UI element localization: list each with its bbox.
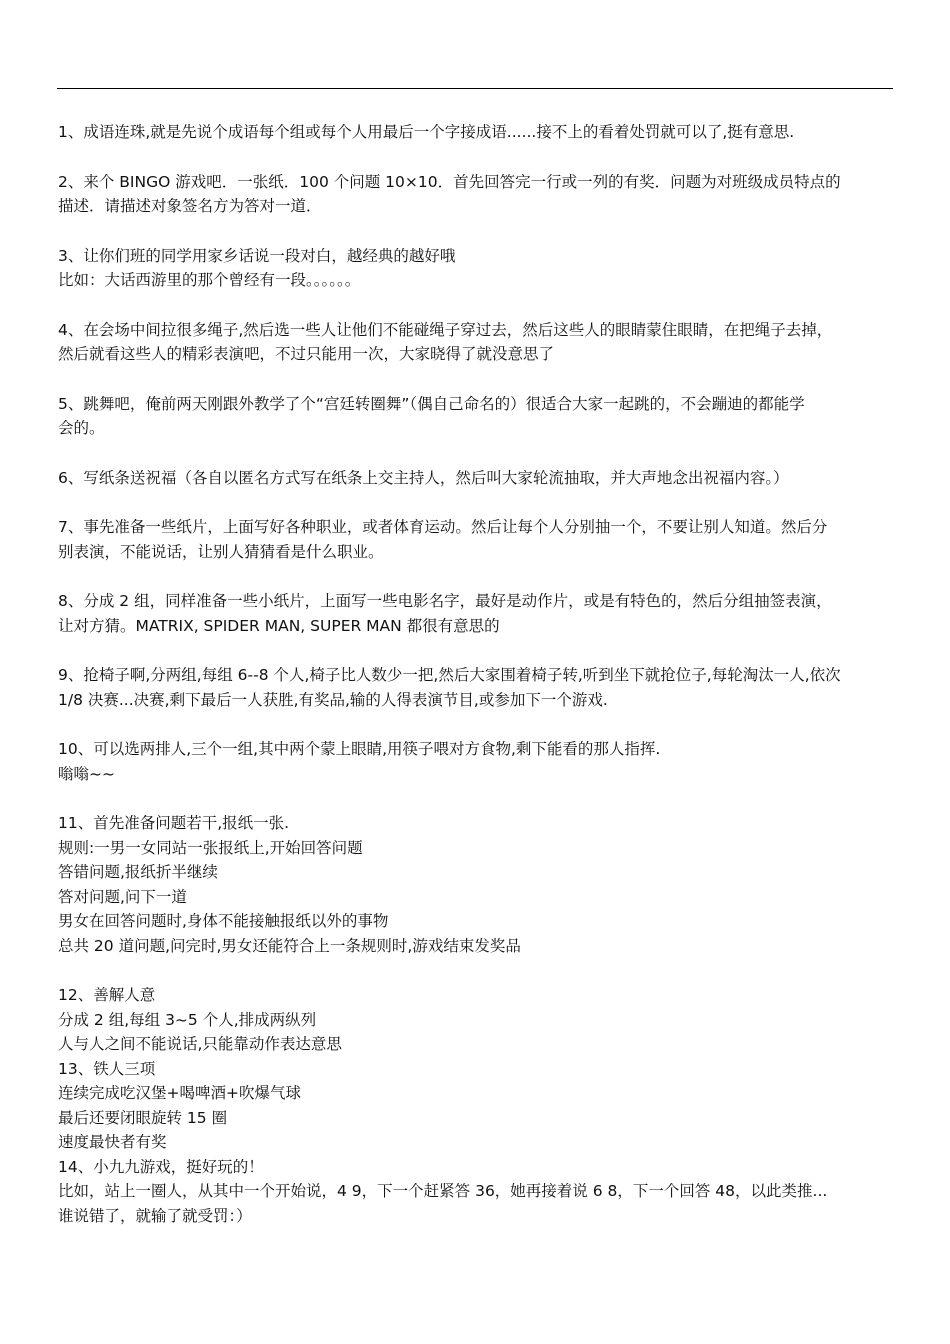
text-line: 14、小九九游戏，挺好玩的！ (58, 1157, 264, 1176)
text-line: 男女在回答问题时,身体不能接触报纸以外的事物 (58, 912, 389, 930)
text-line: 分成 2 组,每组 3~5 个人,排成两纵列 (58, 1010, 317, 1029)
text-line: 人与人之间不能说话,只能靠动作表达意思 (58, 1035, 342, 1053)
text-line: 6、写纸条送祝福（各自以匿名方式写在纸条上交主持人，然后叫大家轮流抽取，并大声地念出祝福内容。） (58, 468, 789, 487)
text-line: 会的。 (58, 419, 105, 437)
text-line: 答对问题,问下一道 (58, 887, 187, 906)
text-line: 4、在会场中间拉很多绳子,然后选一些人让他们不能碰绳子穿过去，然后这些人的眼睛蒙住眼睛，在把绳子去掉， (58, 320, 833, 339)
text-line: 速度最快者有奖 (58, 1133, 167, 1151)
game-item (58, 589, 896, 638)
text-line: 最后还要闭眼旋转 15 圈 (58, 1108, 228, 1127)
text-line: 谁说错了，就输了就受罚：） (58, 1206, 252, 1225)
game-item (58, 170, 896, 219)
text-line: 10、可以选两排人,三个一组,其中两个蒙上眼睛,用筷子喂对方食物,剩下能看的那人指挥. (58, 740, 661, 758)
text-line: 5、跳舞吧，俺前两天刚跟外教学了个“宫廷转圈舞”（偶自己命名的）很适合大家一起跳的，不会蹦迪的都能学 (58, 394, 805, 413)
game-item (58, 120, 896, 145)
text-line: 让对方猜。MATRIX, SPIDER MAN, SUPER MAN 都很有意思的 (58, 616, 500, 635)
game-item (58, 737, 896, 786)
game-item (58, 244, 896, 293)
game-item (58, 466, 896, 491)
text-line: 2、来个 BINGO 游戏吧．一张纸．100 个问题 10×10．首先回答完一行或一列的有奖．问题为对班级成员特点的 (58, 172, 841, 191)
text-line: 比如，站上一圈人，从其中一个开始说，4 9，下一个赶紧答 36，她再接着说 6 8，下一个回答 48，以此类推... (58, 1182, 828, 1200)
text-line: 答错问题,报纸折半继续 (58, 863, 218, 881)
game-item (58, 515, 896, 564)
text-line: 1、成语连珠,就是先说个成语每个组或每个人用最后一个字接成语......接不上的看着处罚就可以了,挺有意思. (58, 123, 795, 141)
text-line: 规则:一男一女同站一张报纸上,开始回答问题 (58, 838, 363, 857)
text-line: 11、首先准备问题若干,报纸一张. (58, 814, 290, 832)
text-line: 描述．请描述对象签名方为答对一道． (58, 197, 322, 215)
game-item (58, 392, 896, 441)
text-line: 别表演，不能说话，让别人猜猜看是什么职业。 (58, 542, 384, 561)
text-line: 9、抢椅子啊,分两组,每组 6--8 个人,椅子比人数少一把,然后大家围着椅子转,听到坐下就抢位子,每轮淘汰一人,依次 (58, 666, 841, 684)
game-item (58, 811, 896, 958)
text-line: 然后就看这些人的精彩表演吧，不过只能用一次，大家晓得了就没意思了 (58, 345, 555, 363)
text-line: 总共 20 道问题,问完时,男女还能符合上一条规则时,游戏结束发奖品 (58, 936, 521, 955)
text-line: 7、事先准备一些纸片，上面写好各种职业，或者体育运动。然后让每个人分别抽一个，不要让别人知道。然后分 (58, 518, 828, 536)
document-body (58, 120, 896, 1228)
game-item (58, 663, 896, 712)
text-line: 8、分成 2 组，同样准备一些小纸片，上面写一些电影名字，最好是动作片，或是有特色的，然后分组抽签表演， (58, 592, 832, 610)
game-item (58, 318, 896, 367)
text-line: 12、善解人意 (58, 986, 156, 1004)
game-item (58, 983, 896, 1228)
text-line: 3、让你们班的同学用家乡话说一段对白，越经典的越好哦 (58, 246, 456, 265)
text-line: 连续完成吃汉堡+喝啤酒+吹爆气球 (58, 1084, 301, 1102)
text-line: 嗡嗡~~ (58, 764, 115, 783)
text-line: 1/8 决赛...决赛,剩下最后一人获胜,有奖品,输的人得表演节目,或参加下一个游戏. (58, 690, 608, 709)
text-line: 比如：大话西游里的那个曾经有一段。。。。。。 (58, 271, 361, 289)
text-line: 13、铁人三项 (58, 1059, 156, 1078)
header-rule (57, 88, 893, 89)
